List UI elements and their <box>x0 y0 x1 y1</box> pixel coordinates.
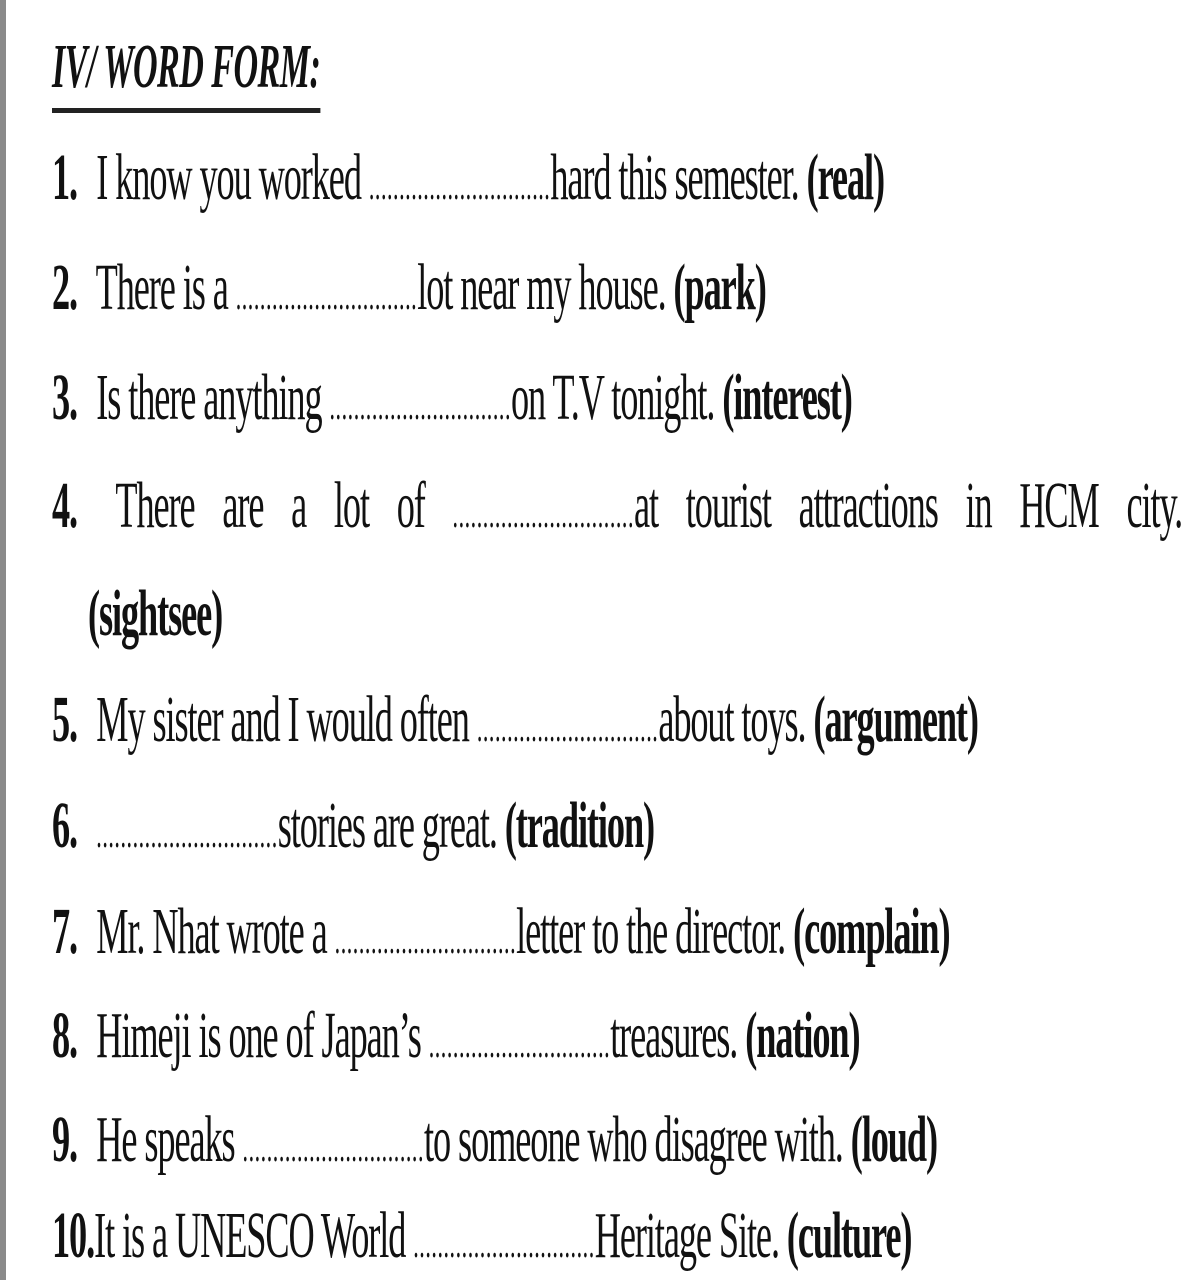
answer-blank[interactable]: .............................. <box>452 491 635 536</box>
sentence-end: to someone who disagree with. <box>424 1103 843 1176</box>
word-hint: (culture) <box>786 1199 912 1272</box>
item-number: 10. <box>52 1199 95 1272</box>
exercise-item-9 <box>52 1100 987 1188</box>
item-number: 2. <box>52 251 78 324</box>
answer-blank[interactable]: .............................. <box>413 1221 595 1266</box>
exercise-item-1 <box>52 138 987 226</box>
exercise-item-7 <box>52 892 987 980</box>
exercise-item-5 <box>52 680 987 768</box>
sentence-end: lot near my house. <box>417 251 666 324</box>
sentence-end: letter to the director. <box>516 895 786 968</box>
exercise-item-2 <box>52 248 987 336</box>
worksheet <box>52 0 1182 1280</box>
answer-blank[interactable]: .............................. <box>235 273 418 318</box>
page-left-border <box>0 0 6 1280</box>
sentence-end: about toys. <box>658 683 806 756</box>
sentence-start: Himeji is one of Japan’s <box>96 999 421 1072</box>
sentence-end: at tourist attractions in HCM city. <box>634 469 1182 542</box>
sentence-end: hard this semester. <box>550 141 799 214</box>
item-number: 9. <box>52 1103 78 1176</box>
exercise-item-3 <box>52 358 987 446</box>
item-number: 7. <box>52 895 78 968</box>
sentence-start: It is a UNESCO World <box>94 1199 406 1272</box>
exercise-item-6 <box>52 786 987 874</box>
sentence-start: Is there anything <box>96 361 322 434</box>
word-hint: (interest) <box>722 361 852 434</box>
word-hint: (park) <box>673 251 766 324</box>
sentence-end: stories are great. <box>277 789 497 862</box>
word-hint: (tradition) <box>504 789 655 862</box>
answer-blank[interactable]: .............................. <box>476 705 659 750</box>
sentence-end: Heritage Site. <box>594 1199 779 1272</box>
word-hint: (sightsee) <box>88 577 223 650</box>
exercise-item-10 <box>52 1196 987 1284</box>
answer-blank[interactable]: .............................. <box>96 811 278 856</box>
answer-blank[interactable]: .............................. <box>334 917 517 962</box>
answer-blank[interactable]: .............................. <box>368 163 551 208</box>
sentence-start: There are a lot of <box>115 469 425 542</box>
sentence-start: My sister and I would often <box>96 683 469 756</box>
answer-blank[interactable]: .............................. <box>242 1125 425 1170</box>
sentence-end: on T.V tonight. <box>511 361 715 434</box>
item-number: 4. <box>52 469 78 542</box>
sentence-end: treasures. <box>610 999 738 1072</box>
exercise-item-4 <box>52 466 1182 554</box>
word-hint: (complain) <box>793 895 950 968</box>
answer-blank[interactable]: .............................. <box>428 1021 611 1066</box>
word-hint: (argument) <box>813 683 978 756</box>
exercise-item-8 <box>52 996 987 1084</box>
item-number: 6. <box>52 789 78 862</box>
word-hint: (nation) <box>745 999 860 1072</box>
sentence-start: He speaks <box>96 1103 235 1176</box>
item-number: 3. <box>52 361 78 434</box>
item-number: 1. <box>52 141 78 214</box>
exercise-item-4-continuation <box>88 574 1023 654</box>
word-hint: (real) <box>806 141 884 214</box>
item-number: 8. <box>52 999 78 1072</box>
item-number: 5. <box>52 683 78 756</box>
answer-blank[interactable]: .............................. <box>329 383 512 428</box>
sentence-start: I know you worked <box>96 141 361 214</box>
section-heading: IV/ WORD FORM: <box>52 28 320 113</box>
word-hint: (loud) <box>850 1103 937 1176</box>
sentence-start: There is a <box>95 251 228 324</box>
sentence-start: Mr. Nhat wrote a <box>96 895 327 968</box>
